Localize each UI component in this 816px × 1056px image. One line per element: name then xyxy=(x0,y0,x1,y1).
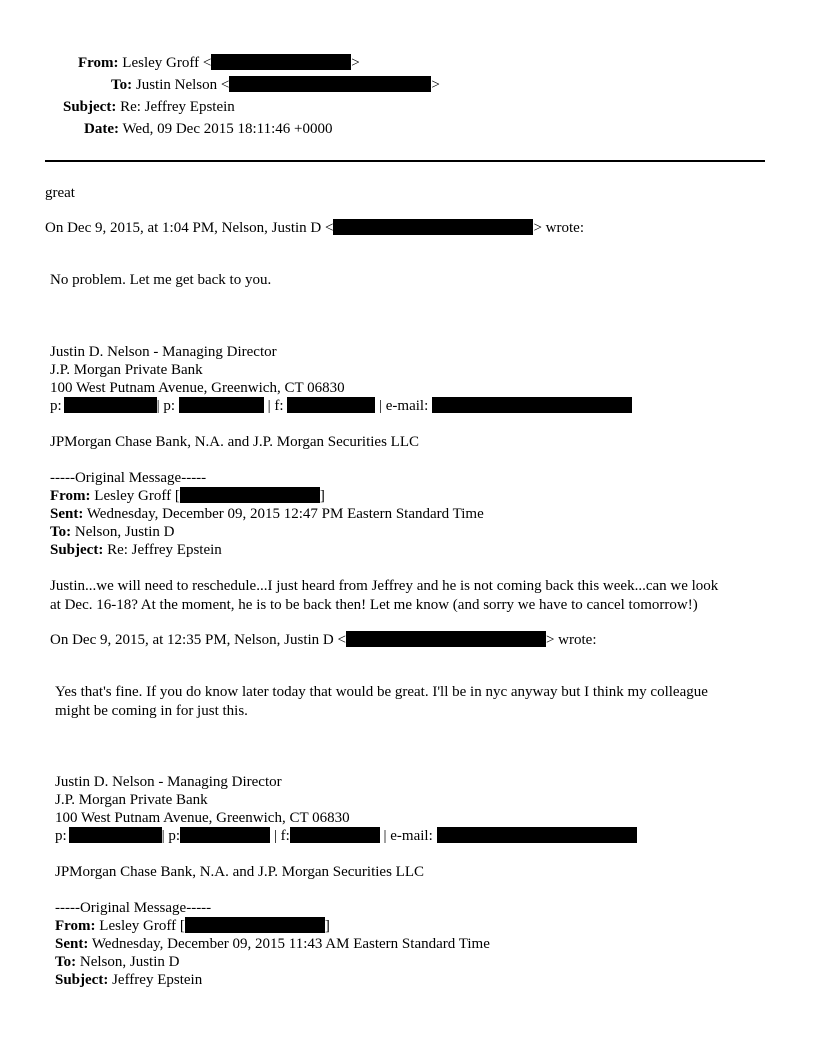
redaction-block xyxy=(211,54,351,70)
signature-name: Justin D. Nelson - Managing Director xyxy=(50,344,277,360)
orig2-subject: Subject: Jeffrey Epstein xyxy=(55,972,203,988)
redaction-block xyxy=(180,487,320,503)
quote-attribution-2: On Dec 9, 2015, at 12:35 PM, Nelson, Justin D < > wrote: xyxy=(50,632,597,648)
orig1-to: To: Nelson, Justin D xyxy=(50,524,175,540)
orig1-from: From: Lesley Groff [ ] xyxy=(50,488,325,504)
date-value: Wed, 09 Dec 2015 18:11:46 +0000 xyxy=(122,121,333,137)
orig1-subject: Subject: Re: Jeffrey Epstein xyxy=(50,542,222,558)
header-divider xyxy=(45,160,765,162)
orig1-body-line2: at Dec. 16-18? At the moment, he is to be back then! Let me know (and sorry we have to cancel tomorrow!) xyxy=(50,597,698,613)
date-label: Date: xyxy=(84,121,119,137)
redaction-block xyxy=(229,76,431,92)
signature-org: J.P. Morgan Private Bank xyxy=(55,792,208,808)
orig1-sent: Sent: Wednesday, December 09, 2015 12:47 PM Eastern Standard Time xyxy=(50,506,484,522)
signature-name: Justin D. Nelson - Managing Director xyxy=(55,774,282,790)
header-to: To: Justin Nelson < > xyxy=(111,77,440,93)
header-from: From: Lesley Groff < > xyxy=(78,55,360,71)
redaction-block xyxy=(64,397,157,413)
signature-address: 100 West Putnam Avenue, Greenwich, CT 06830 xyxy=(55,810,350,826)
orig2-sent: Sent: Wednesday, December 09, 2015 11:43 AM Eastern Standard Time xyxy=(55,936,490,952)
subject-label: Subject: xyxy=(63,99,117,115)
redaction-block xyxy=(69,827,162,843)
quoted-message-2-line1: Yes that's fine. If you do know later today that would be great. I'll be in nyc anyway but I think my colleague xyxy=(55,684,708,700)
quote-attribution-1: On Dec 9, 2015, at 1:04 PM, Nelson, Justin D < > wrote: xyxy=(45,220,584,236)
to-value: Justin Nelson < xyxy=(135,77,230,93)
to-label: To: xyxy=(111,77,133,93)
redaction-block xyxy=(432,397,632,413)
redaction-block xyxy=(437,827,637,843)
signature-address: 100 West Putnam Avenue, Greenwich, CT 06830 xyxy=(50,380,345,396)
header-date xyxy=(84,120,332,138)
redaction-block xyxy=(179,397,264,413)
redaction-block xyxy=(346,631,546,647)
original-message-divider: -----Original Message----- xyxy=(55,900,212,916)
from-value: Lesley Groff < xyxy=(122,55,212,71)
orig2-from: From: Lesley Groff [ ] xyxy=(55,918,330,934)
signature-contacts: p: | p: | f: | e-mail: xyxy=(55,827,637,845)
redaction-block xyxy=(290,827,380,843)
quoted-message-2-line2: might be coming in for just this. xyxy=(55,703,248,719)
signature-org: J.P. Morgan Private Bank xyxy=(50,362,203,378)
subject-value: Re: Jeffrey Epstein xyxy=(120,99,235,115)
quoted-message-1: No problem. Let me get back to you. xyxy=(50,272,272,288)
from-label: From: xyxy=(78,55,119,71)
reply-text: great xyxy=(45,185,75,201)
header-subject xyxy=(63,98,235,116)
redaction-block xyxy=(333,219,533,235)
orig2-to: To: Nelson, Justin D xyxy=(55,954,180,970)
signature-contacts: p: | p: | f: | e-mail: xyxy=(50,397,632,415)
redaction-block xyxy=(180,827,270,843)
redaction-block xyxy=(185,917,325,933)
redaction-block xyxy=(287,397,375,413)
legal-entity: JPMorgan Chase Bank, N.A. and J.P. Morgan Securities LLC xyxy=(50,434,420,450)
original-message-divider: -----Original Message----- xyxy=(50,470,207,486)
legal-entity: JPMorgan Chase Bank, N.A. and J.P. Morgan Securities LLC xyxy=(55,864,425,880)
orig1-body-line1: Justin...we will need to reschedule...I just heard from Jeffrey and he is not coming back this week...can we look xyxy=(50,578,719,594)
